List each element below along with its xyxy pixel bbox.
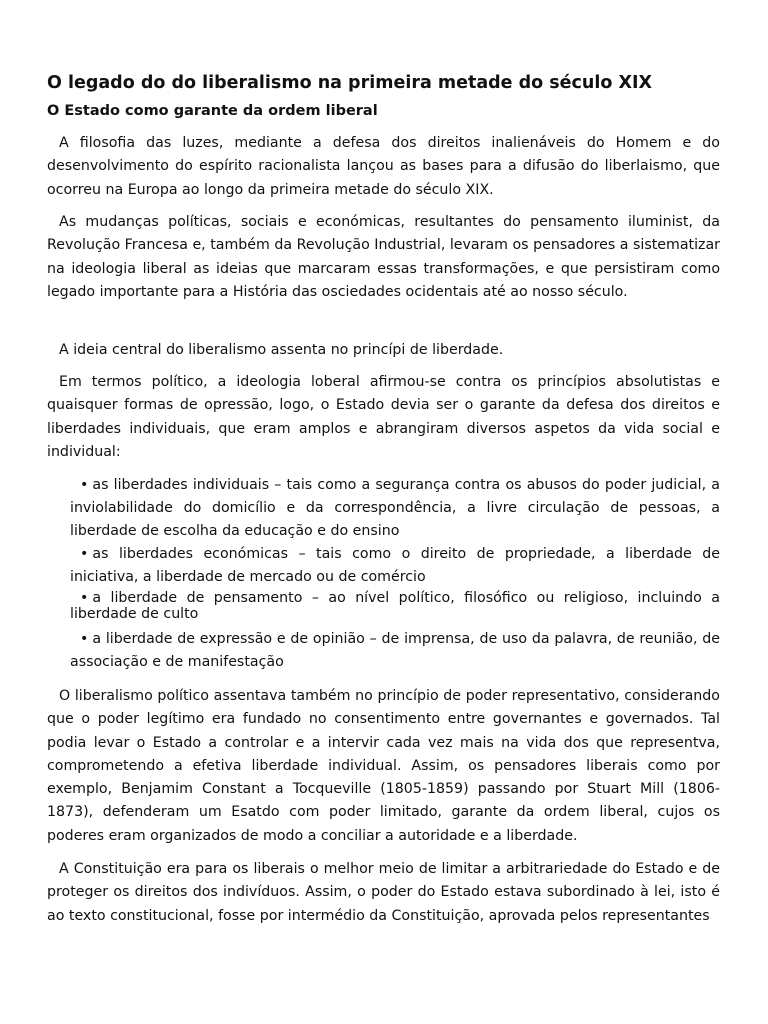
list-item: [70, 628, 720, 674]
bullet-icon: •: [80, 546, 89, 562]
list-item: [70, 543, 720, 589]
paragraph: O liberalismo político assentava também no princípio de poder representativo, considerando que o poder legítimo era fundado no consentimento entre governantes e governados. Tal podia levar o Estado a controlar e a intervir cada vez mais na vida dos que representva, comprometendo a efetiva liberdade individual. Assim, os pensadores liberais como por exemplo, Benjamim Constant a Tocqueville (1805-1859) passando por Stuart Mill (1806-1873), defenderam um Esatdo com poder limitado, garante da ordem liberal, cujos os poderes eram organizados de modo a conciliar a autoridade e a liberdade.: [47, 688, 720, 844]
paragraph: As mudanças políticas, sociais e económicas, resultantes do pensamento iluminist, da Revolução Francesa e, também da Revolução Industrial, levaram os pensadores a sistematizar na ideologia liberal as ideias que marcaram essas transformações, e que persistiram como legado importante para a História das osciedades ocidentais até ao nosso século.: [47, 214, 720, 300]
list-item: [70, 590, 720, 622]
list-item-text: a liberdade de expressão e de opinião – de imprensa, de uso da palavra, de reunião, de associação e de manifestação: [70, 631, 720, 670]
bullet-icon: •: [80, 477, 89, 493]
list-item-text: a liberdade de pensamento – ao nível político, filosófico ou religioso, incluindo a liberdade de culto: [70, 590, 720, 622]
paragraph: A filosofia das luzes, mediante a defesa dos direitos inalienáveis do Homem e do desenvolvimento do espírito racionalista lançou as bases para a difusão do liberlaismo, que ocorreu na Europa ao longo da primeira metade do século XIX.: [47, 135, 720, 198]
list-item-text: as liberdades individuais – tais como a segurança contra os abusos do poder judicial, a inviolabilidade do domicílio e da correspondência, a livre circulação de pessoas, a liberdade de escolha da educação e do ensino: [70, 477, 720, 539]
paragraph: A ideia central do liberalismo assenta no princípi de liberdade.: [59, 342, 504, 358]
document-subtitle: O Estado como garante da ordem liberal: [47, 103, 378, 119]
paragraph: Em termos político, a ideologia loberal afirmou-se contra os princípios absolutistas e quaisquer formas de opressão, logo, o Estado devia ser o garante da defesa dos direitos e liberdades individuais, que eram amplos e abrangiram diversos aspetos da vida social e individual:: [47, 374, 720, 460]
document-title: O legado do do liberalismo na primeira metade do século XIX: [47, 73, 652, 93]
list-item: [70, 474, 720, 543]
bullet-icon: •: [80, 590, 89, 606]
bullet-icon: •: [80, 631, 89, 647]
paragraph: A Constituição era para os liberais o melhor meio de limitar a arbitrariedade do Estado e de proteger os direitos dos indivíduos. Assim, o poder do Estado estava subordinado à lei, isto é ao texto constitucional, fosse por intermédio da Constituição, aprovada pelos representantes: [47, 861, 720, 924]
list-item-text: as liberdades económicas – tais como o direito de propriedade, a liberdade de iniciativa, a liberdade de mercado ou de comércio: [70, 546, 720, 585]
